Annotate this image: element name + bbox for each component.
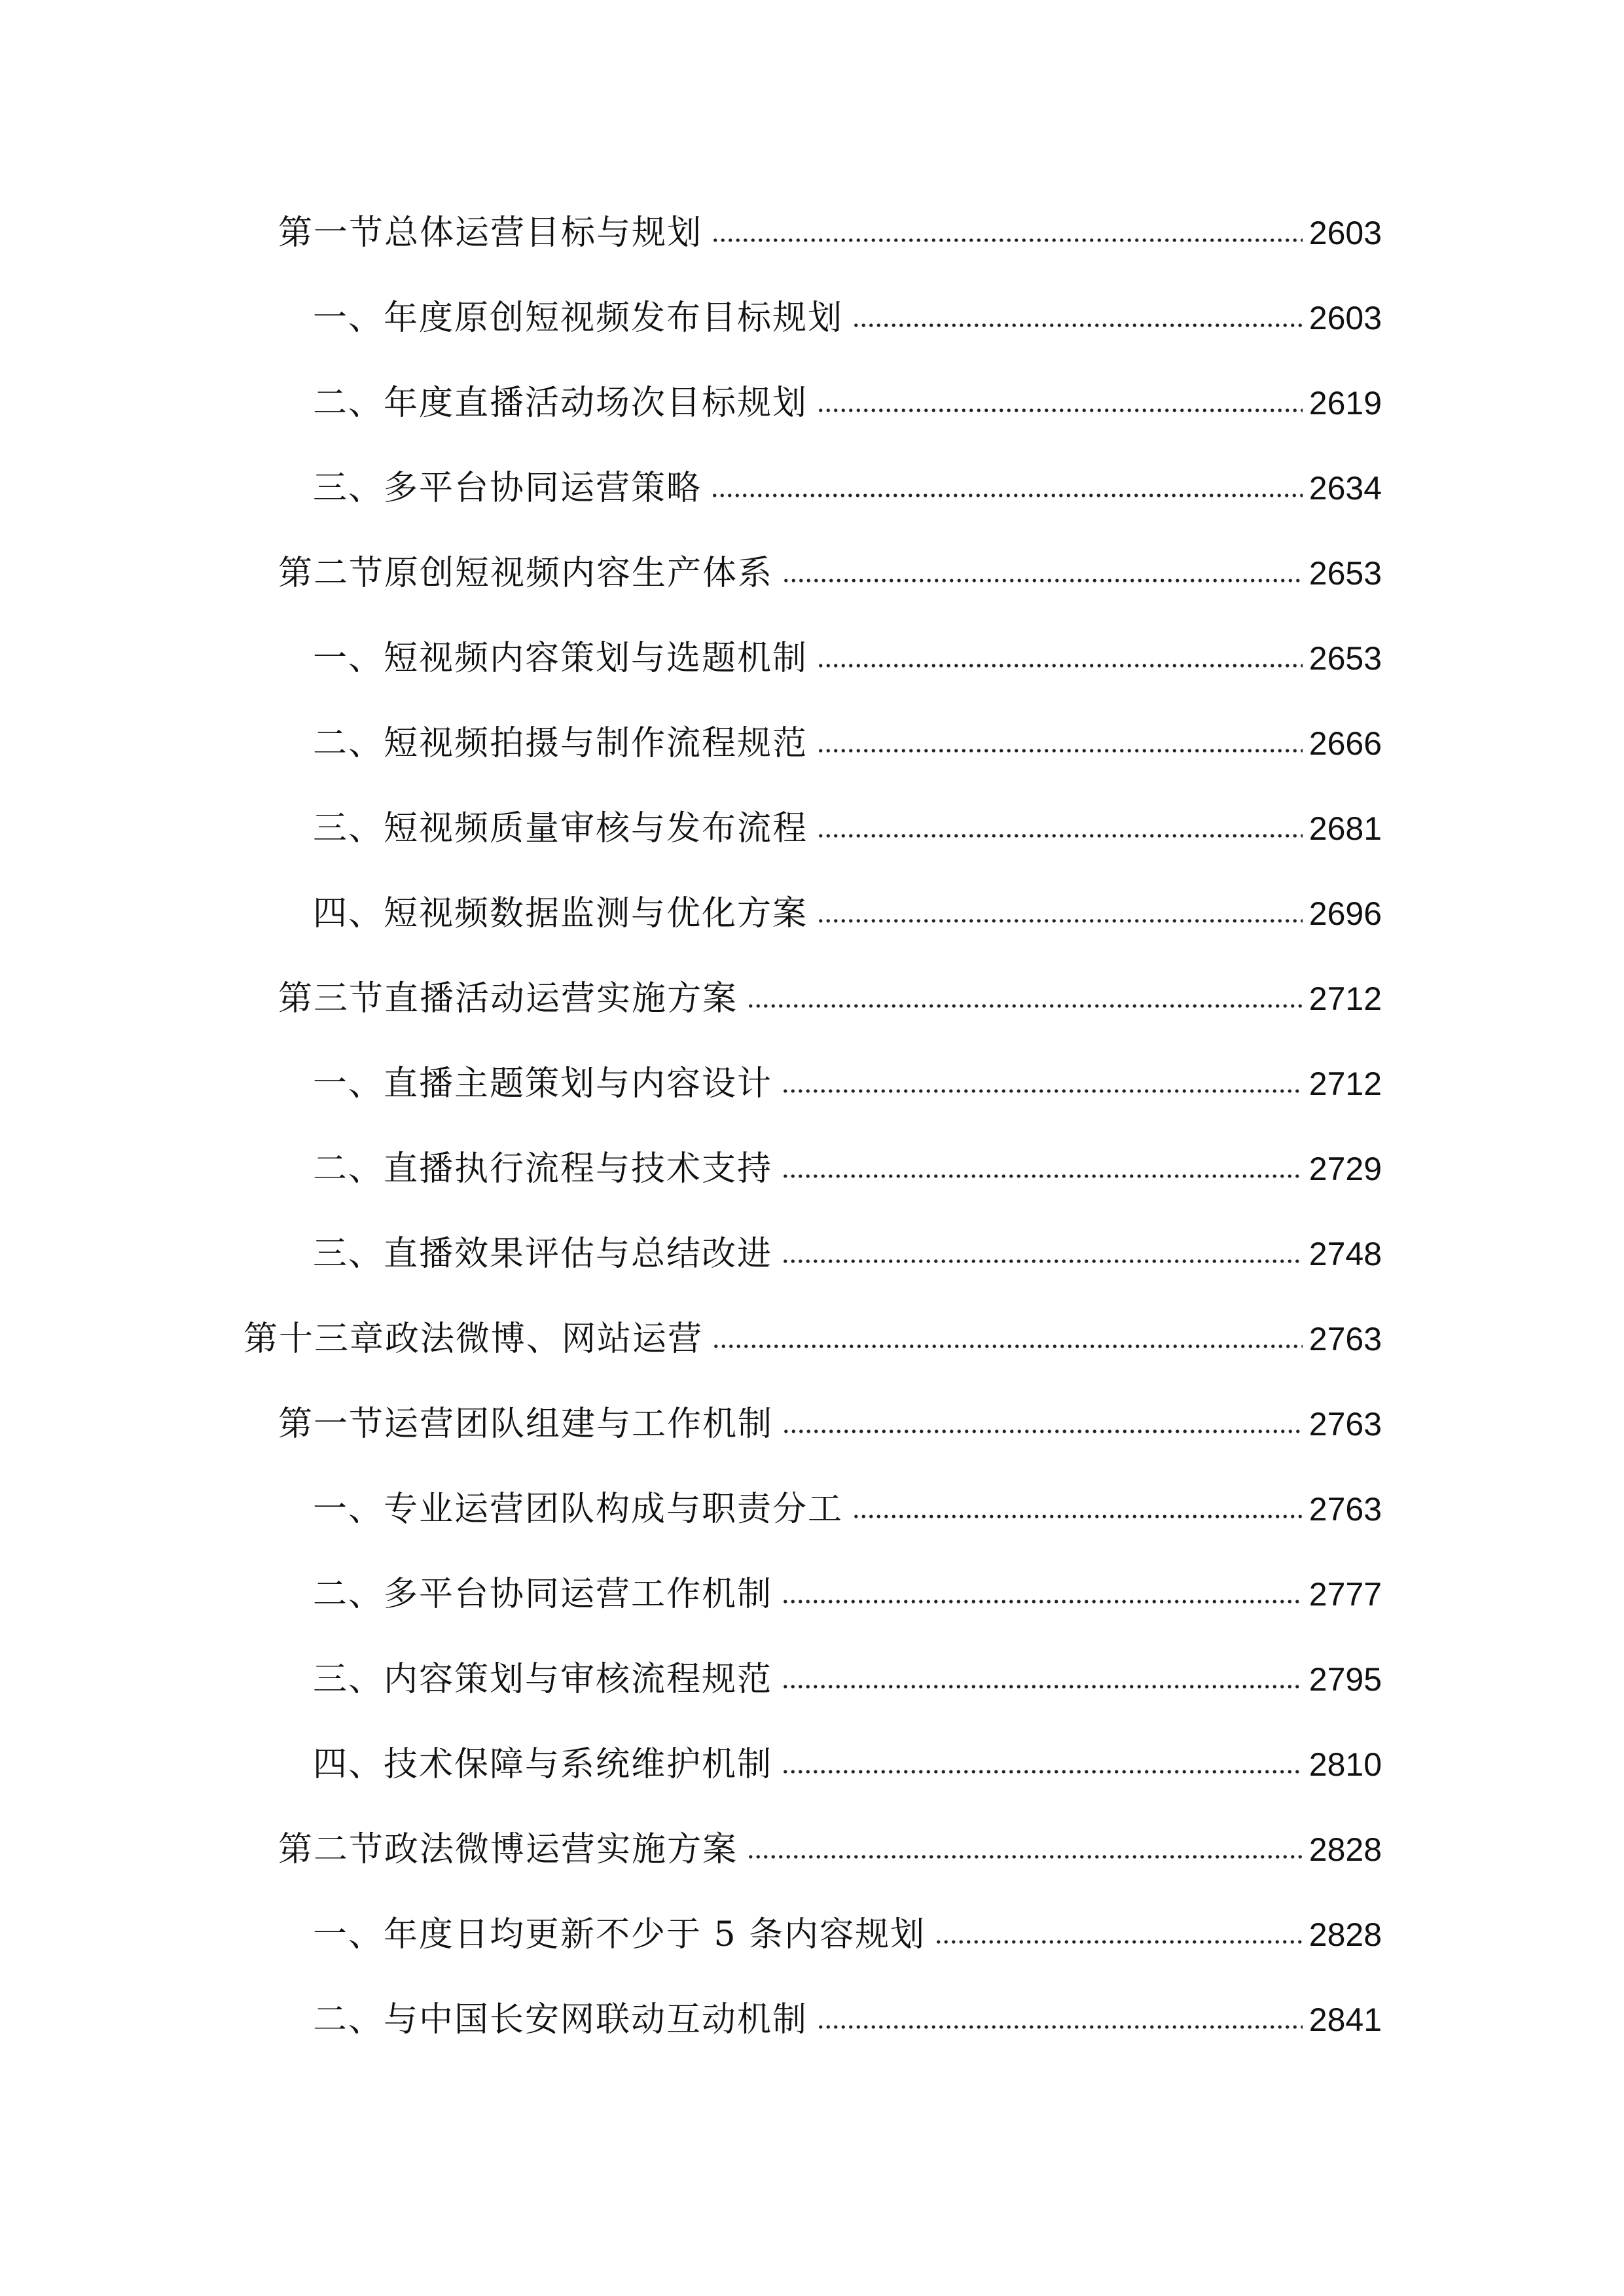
toc-dot-leader [782,1170,1303,1182]
toc-entry-page: 2729 [1308,1151,1382,1187]
toc-entry [313,1143,1382,1195]
toc-entry-page: 2828 [1308,1916,1382,1953]
toc-entry-title: 一、直播主题策划与内容设计 [313,1064,773,1103]
toc-dot-leader [817,915,1303,927]
toc-entry-page: 2748 [1308,1236,1382,1272]
toc-entry-title: 一、年度原创短视频发布目标规划 [313,298,844,338]
toc-entry [313,802,1382,855]
toc-dot-leader [817,745,1303,757]
toc-entry-title: 二、短视频拍摄与制作流程规范 [313,724,808,763]
toc-entry [313,888,1382,940]
toc-dot-leader [817,404,1303,416]
toc-dot-leader [712,234,1303,246]
toc-entry [313,1738,1382,1791]
toc-dot-leader [817,660,1303,672]
toc-entry-title: 第三节直播活动运营实施方案 [278,979,738,1018]
toc-dot-leader [711,490,1303,501]
toc-entry [278,973,1382,1025]
toc-entry-title: 二、与中国长安网联动互动机制 [313,2000,808,2039]
toc-entry [313,1058,1382,1110]
toc-dot-leader [935,1936,1303,1948]
toc-entry [313,377,1382,429]
toc-entry [278,1398,1382,1450]
toc-entry-page: 2619 [1308,385,1382,422]
toc-entry-page: 2681 [1308,810,1382,847]
toc-entry-title: 四、短视频数据监测与优化方案 [313,894,808,933]
toc-entry-page: 2712 [1308,980,1382,1017]
toc-dot-leader [712,1340,1303,1352]
toc-dot-leader [817,830,1303,842]
toc-entry-page: 2666 [1308,725,1382,762]
toc-entry-title: 三、内容策划与审核流程规范 [313,1660,773,1699]
toc-entry-title: 第二节政法微博运营实施方案 [278,1830,738,1869]
toc-entry-page: 2696 [1308,895,1382,932]
toc-dot-leader [747,1000,1303,1012]
toc-entry-title: 三、多平台协同运营策略 [313,469,702,508]
toc-dot-leader [852,1511,1303,1522]
toc-entry-title: 三、短视频质量审核与发布流程 [313,809,808,848]
toc-entry [313,1909,1382,1961]
toc-entry [313,462,1382,514]
toc-entry-page: 2653 [1308,555,1382,592]
toc-entry-title: 第一节总体运营目标与规划 [278,213,703,253]
toc-entry-page: 2603 [1308,300,1382,336]
toc-dot-leader [852,319,1303,331]
toc-entry [313,1228,1382,1280]
toc-entry [278,547,1382,600]
toc-dot-leader [747,1851,1303,1863]
toc-entry-title: 第二节原创短视频内容生产体系 [278,554,774,593]
toc-entry [313,292,1382,344]
toc-entry-title: 二、年度直播活动场次目标规划 [313,384,808,423]
toc-entry [278,207,1382,259]
toc-entry-page: 2763 [1308,1321,1382,1357]
toc-entry-title: 三、直播效果评估与总结改进 [313,1234,773,1274]
toc-entry [313,1568,1382,1621]
toc-entry-title: 第十三章政法微博、网站运营 [244,1319,704,1359]
toc-entry-title: 二、直播执行流程与技术支持 [313,1149,773,1189]
toc-entry [313,1483,1382,1535]
toc-entry [313,717,1382,770]
toc-dot-leader [782,1596,1303,1607]
toc-entry [278,1823,1382,1876]
toc-dot-leader [782,1085,1303,1097]
toc-entry-title: 四、技术保障与系统维护机制 [313,1745,773,1784]
toc-entry-page: 2653 [1308,640,1382,677]
toc-dot-leader [782,575,1303,586]
toc-dot-leader [782,1255,1303,1267]
toc-entry [313,1994,1382,2046]
toc-entry-page: 2603 [1308,215,1382,251]
toc-entry [313,632,1382,685]
toc-entry-title: 一、专业运营团队构成与职责分工 [313,1490,844,1529]
toc-entry-title: 一、短视频内容策划与选题机制 [313,639,808,678]
toc-entry-page: 2763 [1308,1406,1382,1443]
toc-entry-page: 2763 [1308,1491,1382,1528]
toc-entry-title: 第一节运营团队组建与工作机制 [278,1405,774,1444]
toc-entry-page: 2634 [1308,470,1382,507]
toc-entry-page: 2712 [1308,1066,1382,1102]
toc-entry-title: 二、多平台协同运营工作机制 [313,1575,773,1614]
toc-entry-title: 一、年度日均更新不少于 5 条内容规划 [313,1915,926,1954]
toc-entry [244,1313,1382,1365]
toc-entry-page: 2795 [1308,1661,1382,1698]
toc-entry [313,1653,1382,1706]
toc-dot-leader [782,1766,1303,1778]
toc-entry-page: 2810 [1308,1746,1382,1783]
toc-dot-leader [782,1426,1303,1437]
toc-dot-leader [817,2021,1303,2033]
toc-entry-page: 2777 [1308,1576,1382,1613]
toc-entry-page: 2841 [1308,2001,1382,2038]
toc-entry-page: 2828 [1308,1831,1382,1868]
toc-dot-leader [782,1681,1303,1693]
